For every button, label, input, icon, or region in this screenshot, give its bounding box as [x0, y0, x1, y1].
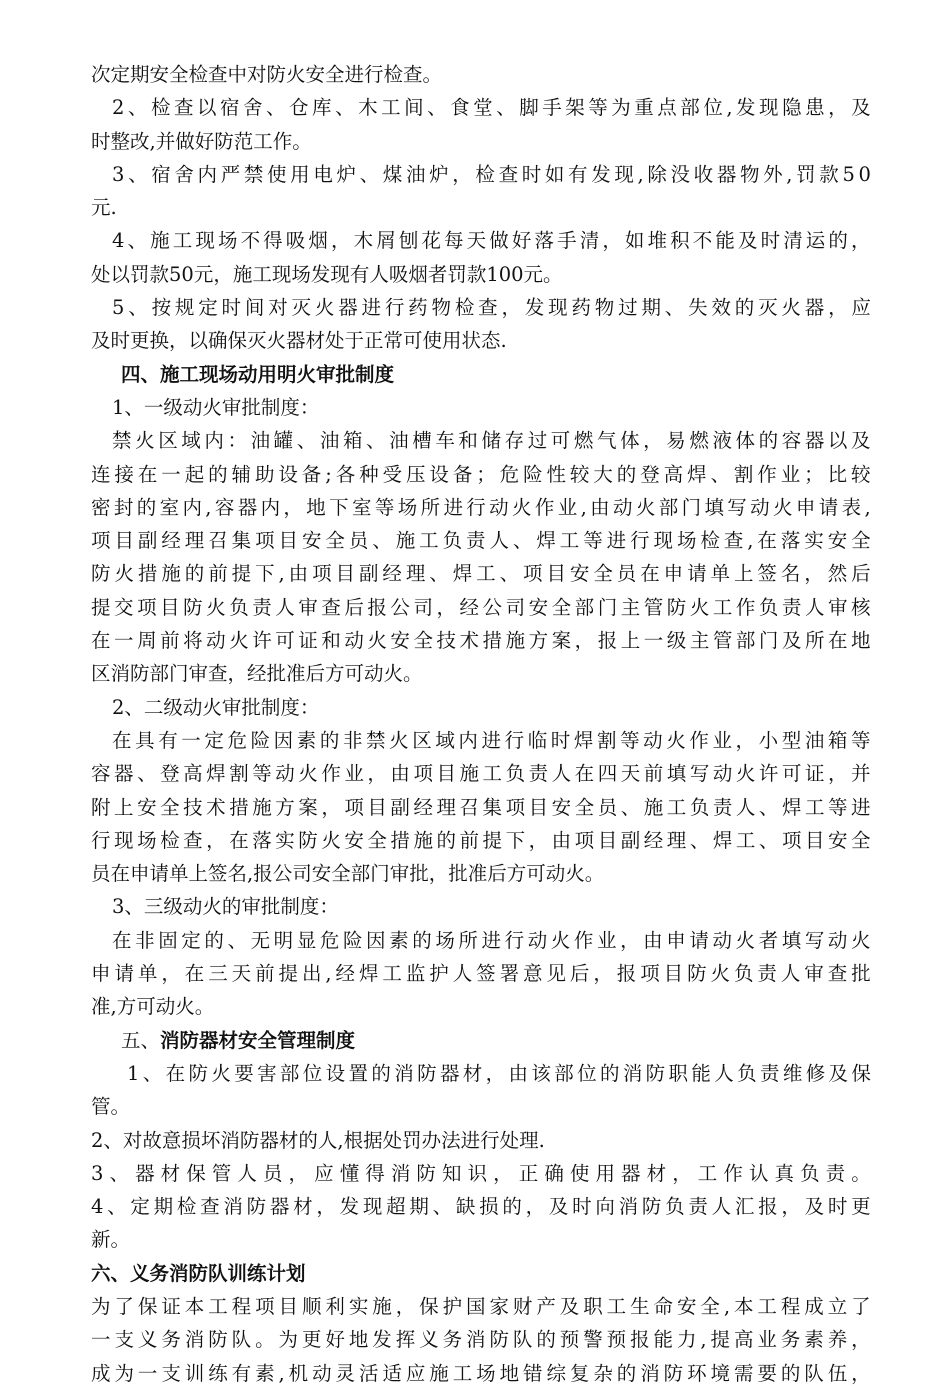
text-line: 管。 — [91, 1095, 131, 1119]
text-line: 在 一 周 前 将 动 火 许 可 证 和 动 火 安 全 技 术 措 施 方 案 ， 报 上 一 级 主 管 部 门 及 所 在 地 — [91, 629, 871, 653]
text-line: 2、二级动火审批制度： — [112, 695, 320, 719]
section-heading-title: 消防器材安全管理制度 — [160, 1028, 356, 1052]
text-line: 3 、 宿 舍 内 严 禁 使 用 电 炉 、 煤 油 炉 ， 检 查 时 如 有 发 现 , 除 没 收 器 物 外 , 罚 款 5 0 — [112, 162, 871, 186]
text-line: 附 上 安 全 技 术 措 施 方 案 ， 项 目 副 经 理 召 集 项 目 安 全 员 、 施 工 负 责 人 、 焊 工 等 进 — [91, 795, 871, 819]
text-line: 员在申请单上签名,报公司安全部门审批，批准后方可动火。 — [91, 862, 605, 886]
text-line: 3、三级动火的审批制度： — [112, 895, 339, 919]
text-line: 5 、 按 规 定 时 间 对 灭 火 器 进 行 药 物 检 查 ， 发 现 药 物 过 期 、 失 效 的 灭 火 器 ， 应 — [112, 296, 871, 320]
text-line: 防 火 措 施 的 前 提 下 , 由 项 目 副 经 理 、 焊 工 、 项 目 安 全 员 在 申 请 单 上 签 名 ， 然 后 — [91, 562, 871, 586]
text-line: 次定期安全检查中对防火安全进行检查。 — [91, 63, 443, 86]
text-line: 成 为 一 支 训 练 有 素 , 机 动 灵 活 适 应 施 工 场 地 错 综 复 杂 的 消 防 环 境 需 要 的 队 伍 ， — [91, 1361, 871, 1385]
text-line: 一 支 义 务 消 防 队 。 为 更 好 地 发 挥 义 务 消 防 队 的 预 警 预 报 能 力 , 提 高 业 务 素 养 ， — [91, 1328, 871, 1352]
section-heading — [91, 1024, 871, 1057]
text-line: 为 了 保 证 本 工 程 项 目 顺 利 实 施 ， 保 护 国 家 财 产 及 职 工 生 命 安 全 , 本 工 程 成 立 了 — [91, 1294, 871, 1318]
text-line: 3 、 器 材 保 管 人 员 ， 应 懂 得 消 防 知 识 ， 正 确 使 用 器 材 ， 工 作 认 真 负 责 。 — [91, 1161, 871, 1185]
text-line: 4 、 施 工 现 场 不 得 吸 烟 ， 木 屑 刨 花 每 天 做 好 落 手 清 ， 如 堆 积 不 能 及 时 清 运 的 ， — [112, 229, 871, 253]
text-line: 准,方可动火。 — [91, 995, 215, 1019]
text-line: 2、对故意损坏消防器材的人,根据处罚办法进行处理. — [91, 1128, 545, 1152]
text-line: 在 非 固 定 的 、 无 明 显 危 险 因 素 的 场 所 进 行 动 火 作 业 ， 由 申 请 动 火 者 填 写 动 火 — [112, 928, 871, 952]
text-line: 禁 火 区 域 内 ： 油 罐 、 油 箱 、 油 槽 车 和 储 存 过 可 燃 气 体 ， 易 燃 液 体 的 容 器 以 及 — [112, 429, 871, 453]
text-line: 及时更换，以确保灭火器材处于正常可使用状态. — [91, 329, 507, 353]
text-line: 4 、 定 期 检 查 消 防 器 材 ， 发 现 超 期 、 缺 损 的 ， 及 时 向 消 防 负 责 人 汇 报 ， 及 时 更 — [91, 1195, 871, 1219]
text-line: 1、一级动火审批制度： — [112, 395, 320, 419]
text-line: 处以罚款50元，施工现场发现有人吸烟者罚款100元。 — [91, 262, 563, 286]
text-line: 元. — [91, 196, 117, 220]
text-line: 新。 — [91, 1228, 131, 1252]
text-line: 时整改,并做好防范工作。 — [91, 129, 312, 153]
text-line: 区消防部门审查，经批准后方可动火。 — [91, 662, 423, 686]
text-line: 项 目 副 经 理 召 集 项 目 安 全 员 、 施 工 负 责 人 、 焊 工 等 进 行 现 场 检 查 , 在 落 实 安 全 — [91, 529, 871, 553]
text-line: 行 现 场 检 查 ， 在 落 实 防 火 安 全 措 施 的 前 提 下 ， 由 项 目 副 经 理 、 焊 工 、 项 目 安 全 — [91, 828, 871, 852]
text-line: 2 、 检 查 以 宿 舍 、 仓 库 、 木 工 间 、 食 堂 、 脚 手 架 等 为 重 点 部 位 , 发 现 隐 患 ， 及 — [112, 96, 871, 120]
text-line: 申 请 单 ， 在 三 天 前 提 出 , 经 焊 工 监 护 人 签 署 意 见 后 ， 报 项 目 防 火 负 责 人 审 查 批 — [91, 962, 871, 986]
section-heading: 六、义务消防队训练计划 — [91, 1261, 306, 1285]
document-body — [91, 58, 871, 1390]
text-line: 提 交 项 目 防 火 负 责 人 审 查 后 报 公 司 ， 经 公 司 安 全 部 门 主 管 防 火 工 作 负 责 人 审 核 — [91, 595, 871, 619]
section-heading: 四、施工现场动用明火审批制度 — [121, 362, 395, 386]
text-line: 密 封 的 室 内 , 容 器 内 ， 地 下 室 等 场 所 进 行 动 火 作 业 , 由 动 火 部 门 填 写 动 火 申 请 表 , — [91, 495, 871, 519]
text-line: 在 具 有 一 定 危 险 因 素 的 非 禁 火 区 域 内 进 行 临 时 焊 割 等 动 火 作 业 ， 小 型 油 箱 等 — [112, 728, 871, 752]
text-line: 容 器 、 登 高 焊 割 等 动 火 作 业 ， 由 项 目 施 工 负 责 人 在 四 天 前 填 写 动 火 许 可 证 ， 并 — [91, 762, 871, 786]
section-heading-number: 五、 — [121, 1028, 161, 1052]
text-line: 连 接 在 一 起 的 辅 助 设 备 ; 各 种 受 压 设 备 ； 危 险 性 较 大 的 登 高 焊 、 割 作 业 ； 比 较 — [91, 462, 871, 486]
text-line: 1 、 在 防 火 要 害 部 位 设 置 的 消 防 器 材 ， 由 该 部 位 的 消 防 职 能 人 负 责 维 修 及 保 — [127, 1061, 871, 1085]
